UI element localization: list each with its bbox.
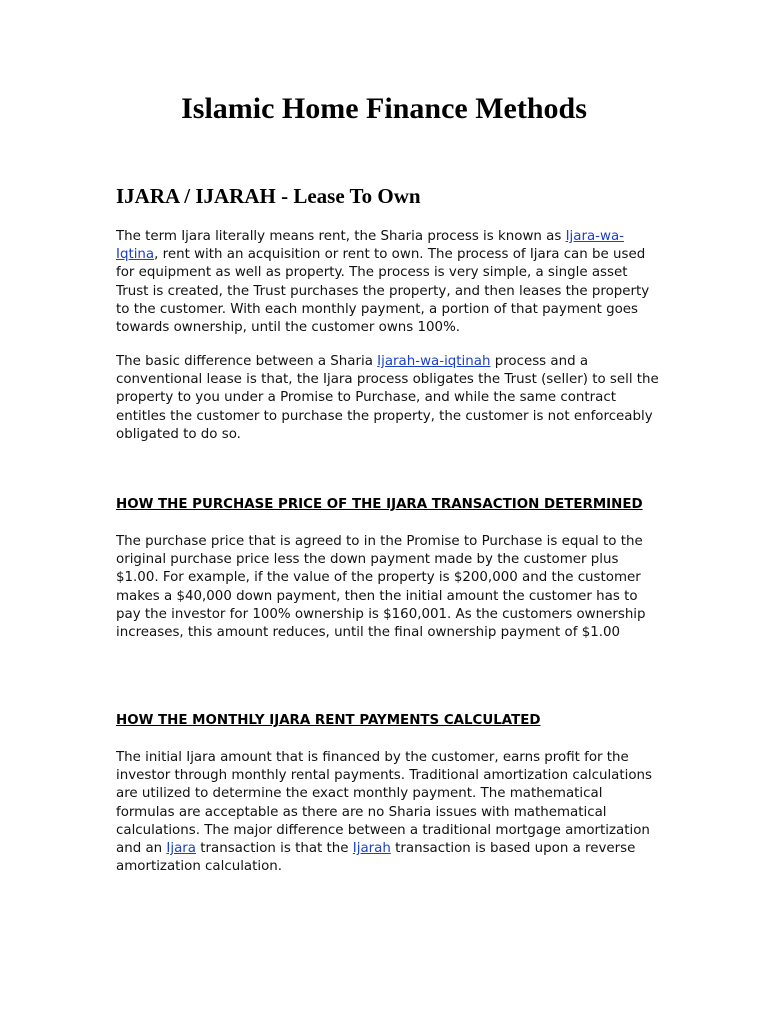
link-ijara[interactable]: Ijara	[166, 841, 196, 857]
paragraph-text: The basic difference between a Sharia	[116, 354, 378, 369]
paragraph-purchase-price: The purchase price that is agreed to in the Promise to Purchase is equal to the original purchase price less the down payment made by the customer plus $1.00. For example, if the value of the property is $200,000 and the customer makes a $40,000 down payment, then the initial amount the customer has to pay the investor for 100% ownership is $160,001. As the customers ownership increases, this amount reduces, until the final ownership payment of $1.00	[116, 534, 646, 641]
paragraph-text: transaction is based upon a reverse amortization calculation.	[116, 841, 636, 875]
heading-purchase-price: HOW THE PURCHASE PRICE OF THE IJARA TRANSACTION DETERMINED	[116, 497, 643, 512]
paragraph-monthly-rent	[116, 749, 661, 876]
paragraph-ijara-difference	[116, 353, 661, 444]
paragraph-text: , rent with an acquisition or rent to own. The process of Ijara can be used for equipment as well as property. The process is very simple, a single asset Trust is created, the Trust purchases the property, and then leases the property to the customer. With each monthly payment, a portion of that payment goes towards ownership, until the customer owns 100%.	[116, 247, 650, 336]
link-ijarah[interactable]: Ijarah	[352, 841, 391, 857]
link-ijarah-wa-iqtinah[interactable]: Ijarah-wa-iqtinah	[377, 354, 491, 369]
paragraph-text: transaction is that the	[196, 841, 353, 857]
paragraph-text: process and a conventional lease is that, the Ijara process obligates the Trust (seller) to sell the property to you under a Promise to Purchase, and while the same contract entitles the customer to purchase the property, the customer is not enforceably obligated to do so.	[116, 354, 659, 442]
link-ijara-wa-iqtina[interactable]: Ijara-wa-Iqtina	[116, 229, 625, 263]
paragraph-text: The initial Ijara amount that is financed by the customer, earns profit for the investor through monthly rental payments. Traditional amortization calculations are utilized to determine the exact monthly payment. The mathematical formulas are acceptable as there are no Sharia issues with mathematical calculations. The major difference between a traditional mortgage amortization and an	[116, 750, 653, 857]
paragraph-text: The term Ijara literally means rent, the Sharia process is known as	[116, 229, 566, 244]
document-title: Islamic Home Finance Methods	[181, 92, 587, 125]
paragraph-ijara-definition	[116, 228, 661, 337]
section-heading-ijara: IJARA / IJARAH - Lease To Own	[116, 184, 421, 208]
heading-monthly-rent: HOW THE MONTHLY IJARA RENT PAYMENTS CALCULATED	[116, 713, 541, 728]
